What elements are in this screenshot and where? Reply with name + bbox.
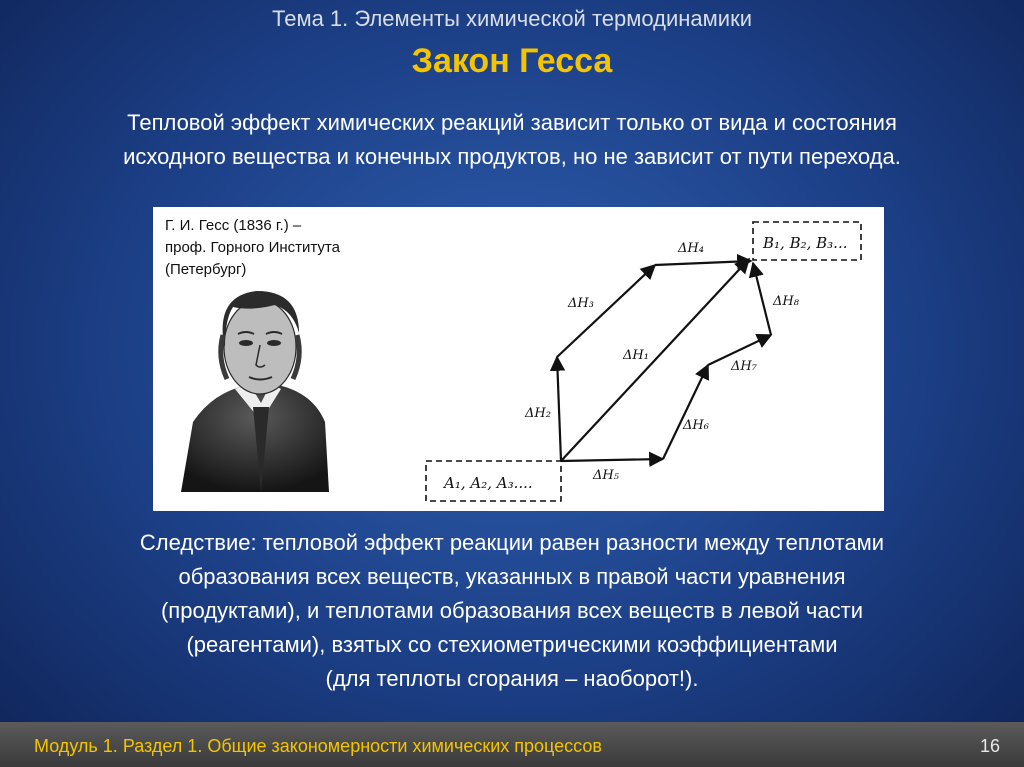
consequence-line: (для теплоты сгорания – наоборот!). bbox=[325, 666, 699, 691]
arrow-dH6 bbox=[663, 365, 708, 459]
label-dH4: ΔH₄ bbox=[678, 241, 704, 256]
consequence-line: образования всех веществ, указанных в правой части уравнения bbox=[178, 564, 846, 589]
consequence-text bbox=[0, 526, 1024, 696]
reactants-label: A₁, A₂, A₃.... bbox=[444, 474, 533, 492]
products-label: B₁, B₂, B₃... bbox=[763, 234, 848, 252]
illustration-panel bbox=[153, 207, 884, 511]
law-statement-line: исходного вещества и конечных продуктов, но не зависит от пути перехода. bbox=[123, 144, 901, 169]
portrait-caption bbox=[165, 215, 340, 281]
slide-footer bbox=[0, 722, 1024, 767]
consequence-line: Следствие: тепловой эффект реакции равен разности между теплотами bbox=[139, 530, 885, 555]
slide-title: Закон Гесса bbox=[411, 42, 613, 80]
consequence-line: (реагентами), взятых со стехиометрическими коэффициентами bbox=[186, 632, 838, 657]
portrait-caption-line: проф. Горного Института bbox=[165, 239, 340, 256]
arrow-dH5 bbox=[561, 459, 663, 461]
label-dH6: ΔH₆ bbox=[683, 418, 709, 433]
arrow-dH3 bbox=[557, 265, 655, 357]
label-dH2: ΔH₂ bbox=[525, 406, 551, 421]
hess-portrait bbox=[181, 291, 329, 492]
portrait-caption-line: Г. И. Гесс (1836 г.) – bbox=[165, 217, 302, 234]
label-dH7: ΔH₇ bbox=[731, 359, 757, 374]
law-statement bbox=[0, 106, 1024, 174]
arrow-dH8 bbox=[753, 263, 771, 335]
consequence-line: (продуктами), и теплотами образования всех веществ в левой части bbox=[160, 598, 863, 623]
label-dH1: ΔH₁ bbox=[623, 348, 649, 363]
topic-heading: Тема 1. Элементы химической термодинамики bbox=[272, 6, 752, 31]
law-statement-line: Тепловой эффект химических реакций зависит только от вида и состояния bbox=[127, 110, 897, 135]
portrait-caption-line: (Петербург) bbox=[165, 261, 247, 278]
page-number: 16 bbox=[979, 736, 1000, 756]
arrow-dH4 bbox=[655, 261, 751, 265]
arrow-dH2 bbox=[557, 357, 561, 461]
label-dH8: ΔH₈ bbox=[773, 294, 799, 309]
label-dH5: ΔH₅ bbox=[593, 468, 619, 483]
module-label: Модуль 1. Раздел 1. Общие закономерности химических процессов bbox=[34, 736, 602, 756]
label-dH3: ΔH₃ bbox=[568, 296, 594, 311]
